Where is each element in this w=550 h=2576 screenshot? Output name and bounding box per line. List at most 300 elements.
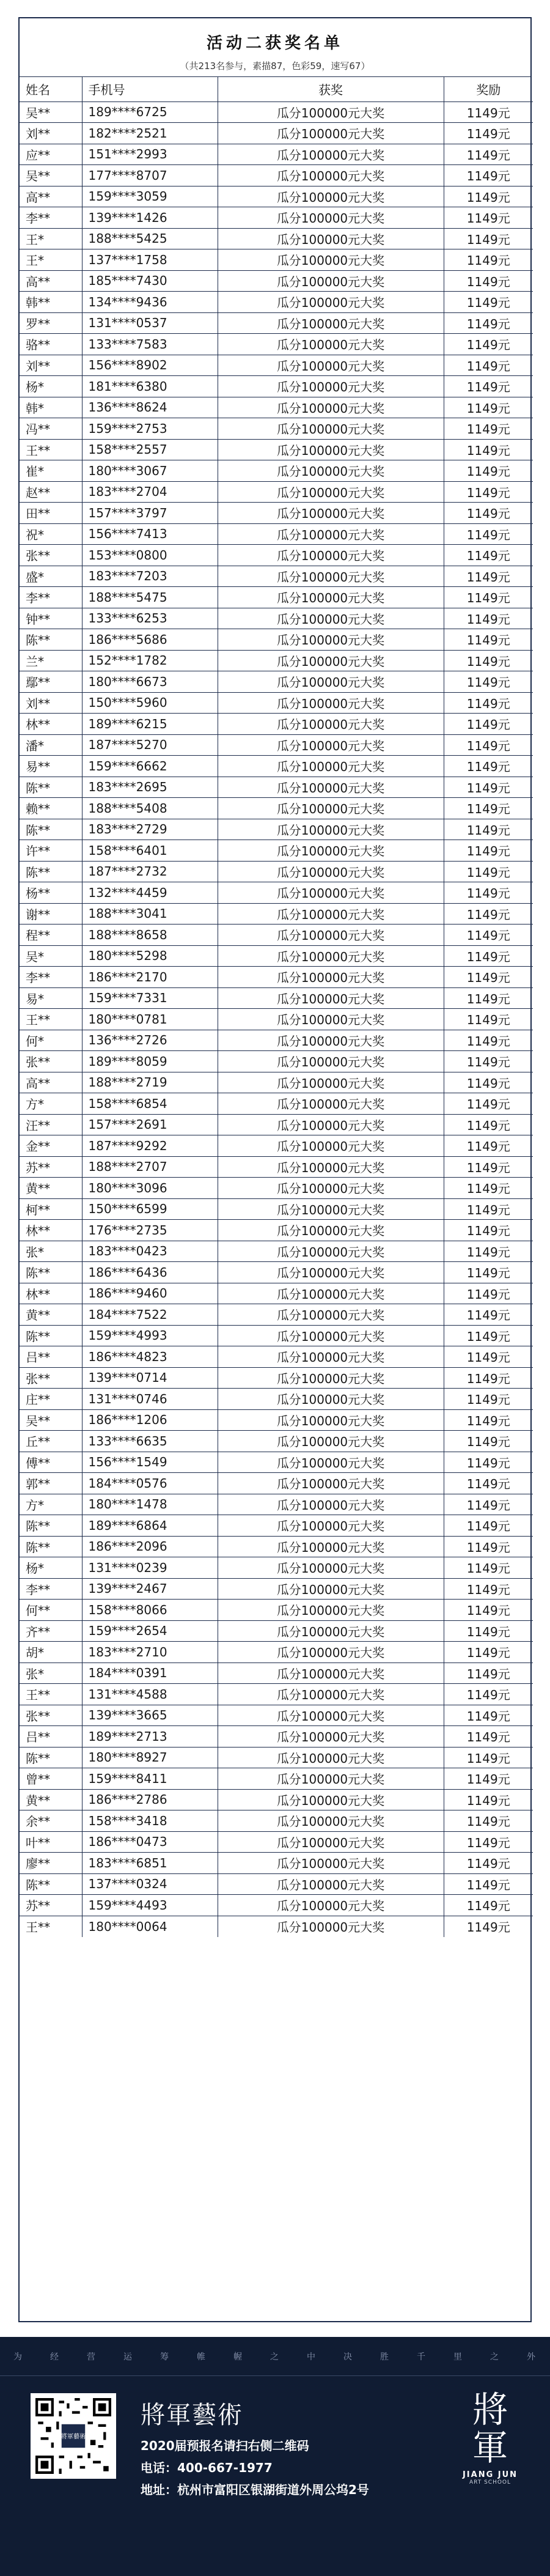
winner-amount: 1149元	[444, 1431, 533, 1452]
winner-phone: 156****1549	[82, 1452, 218, 1473]
table-row	[20, 1178, 533, 1199]
winner-amount: 1149元	[444, 756, 533, 777]
winner-phone: 186****2096	[82, 1536, 218, 1557]
winner-amount: 1149元	[444, 1789, 533, 1810]
winner-name: 盛*	[20, 566, 82, 587]
winner-amount: 1149元	[444, 1452, 533, 1473]
winner-phone: 156****8902	[82, 355, 218, 376]
table-row	[20, 629, 533, 651]
winner-prize: 瓜分100000元大奖	[218, 418, 444, 440]
winner-prize: 瓜分100000元大奖	[218, 1600, 444, 1621]
winner-phone: 180****5298	[82, 945, 218, 967]
winner-name: 冯**	[20, 418, 82, 440]
winner-phone: 183****2710	[82, 1642, 218, 1663]
winner-name: 陈**	[20, 1262, 82, 1283]
table-row	[20, 1747, 533, 1768]
winner-phone: 139****0714	[82, 1367, 218, 1389]
tagline-char: 筹	[160, 2352, 170, 2362]
winner-amount: 1149元	[444, 1620, 533, 1642]
winner-prize: 瓜分100000元大奖	[218, 144, 444, 165]
winner-name: 高**	[20, 1072, 82, 1093]
winner-phone: 134****9436	[82, 292, 218, 313]
winner-amount: 1149元	[444, 460, 533, 482]
winner-prize: 瓜分100000元大奖	[218, 734, 444, 756]
winner-prize: 瓜分100000元大奖	[218, 165, 444, 186]
winner-phone: 189****6215	[82, 714, 218, 735]
winner-amount: 1149元	[444, 1705, 533, 1726]
table-row	[20, 566, 533, 587]
winner-phone: 150****5960	[82, 692, 218, 714]
winner-amount: 1149元	[444, 903, 533, 924]
winner-prize: 瓜分100000元大奖	[218, 123, 444, 144]
winner-phone: 131****0239	[82, 1557, 218, 1579]
winner-name: 陈**	[20, 819, 82, 840]
table-header-row	[20, 77, 533, 101]
winner-phone: 184****0576	[82, 1473, 218, 1494]
winner-prize: 瓜分100000元大奖	[218, 523, 444, 545]
winner-phone: 186****9460	[82, 1283, 218, 1304]
winner-name: 韩*	[20, 397, 82, 418]
winner-phone: 187****2732	[82, 861, 218, 882]
winner-prize: 瓜分100000元大奖	[218, 207, 444, 229]
table-row	[20, 1220, 533, 1241]
winner-prize: 瓜分100000元大奖	[218, 629, 444, 651]
winner-phone: 188****5408	[82, 798, 218, 819]
winner-phone: 182****2521	[82, 123, 218, 144]
winner-amount: 1149元	[444, 840, 533, 862]
winner-phone: 136****8624	[82, 397, 218, 418]
winner-amount: 1149元	[444, 1473, 533, 1494]
winner-amount: 1149元	[444, 1684, 533, 1705]
winner-name: 崔*	[20, 460, 82, 482]
winner-amount: 1149元	[444, 1030, 533, 1051]
winner-prize: 瓜分100000元大奖	[218, 1831, 444, 1853]
winner-prize: 瓜分100000元大奖	[218, 1114, 444, 1135]
winner-name: 兰*	[20, 650, 82, 671]
winner-amount: 1149元	[444, 1135, 533, 1157]
winner-prize: 瓜分100000元大奖	[218, 1620, 444, 1642]
table-row	[20, 840, 533, 862]
winner-phone: 187****9292	[82, 1135, 218, 1157]
winner-name: 许**	[20, 840, 82, 862]
column-header-prize: 获奖	[218, 77, 444, 101]
brand-english-name: JIANG JUN	[462, 2470, 518, 2479]
table-row	[20, 798, 533, 819]
winner-prize: 瓜分100000元大奖	[218, 1916, 444, 1937]
qr-code	[31, 2393, 116, 2479]
winner-phone: 159****6662	[82, 756, 218, 777]
column-header-name: 姓名	[20, 77, 82, 101]
winner-name: 张**	[20, 545, 82, 566]
winner-phone: 189****2713	[82, 1726, 218, 1747]
winner-prize: 瓜分100000元大奖	[218, 967, 444, 988]
winner-amount: 1149元	[444, 945, 533, 967]
winner-amount: 1149元	[444, 777, 533, 798]
address-line: 地址：杭州市富阳区银湖街道外周公坞2号	[141, 2482, 369, 2497]
table-row	[20, 1705, 533, 1726]
winner-phone: 159****8411	[82, 1768, 218, 1790]
brand-glyph-top: 將	[472, 2389, 508, 2430]
winner-prize: 瓜分100000元大奖	[218, 334, 444, 355]
winner-phone: 158****3418	[82, 1810, 218, 1832]
winner-name: 陈**	[20, 861, 82, 882]
winner-amount: 1149元	[444, 671, 533, 693]
winner-phone: 189****6864	[82, 1515, 218, 1537]
winner-amount: 1149元	[444, 1515, 533, 1537]
table-row	[20, 734, 533, 756]
winner-prize: 瓜分100000元大奖	[218, 1241, 444, 1262]
winner-amount: 1149元	[444, 1198, 533, 1220]
winner-prize: 瓜分100000元大奖	[218, 1515, 444, 1537]
winner-phone: 159****4493	[82, 1895, 218, 1916]
table-row	[20, 1895, 533, 1916]
table-row	[20, 1051, 533, 1072]
table-row	[20, 608, 533, 629]
winner-amount: 1149元	[444, 355, 533, 376]
table-row	[20, 439, 533, 460]
winner-phone: 181****6380	[82, 376, 218, 397]
table-row	[20, 1009, 533, 1030]
winner-amount: 1149元	[444, 1367, 533, 1389]
winner-amount: 1149元	[444, 734, 533, 756]
winner-amount: 1149元	[444, 1093, 533, 1115]
tagline-char: 营	[87, 2352, 97, 2362]
table-row	[20, 144, 533, 165]
table-row	[20, 101, 533, 123]
winner-phone: 180****0781	[82, 1009, 218, 1030]
table-row	[20, 819, 533, 840]
winner-prize: 瓜分100000元大奖	[218, 819, 444, 840]
table-row	[20, 1156, 533, 1178]
winner-name: 林**	[20, 714, 82, 735]
winner-name: 陈**	[20, 777, 82, 798]
table-row	[20, 1431, 533, 1452]
winner-amount: 1149元	[444, 1663, 533, 1684]
winner-amount: 1149元	[444, 503, 533, 524]
winner-phone: 139****1426	[82, 207, 218, 229]
winner-amount: 1149元	[444, 1262, 533, 1283]
tagline-char: 之	[270, 2352, 280, 2362]
table-row	[20, 481, 533, 503]
winner-phone: 183****0423	[82, 1241, 218, 1262]
winner-prize: 瓜分100000元大奖	[218, 1156, 444, 1178]
table-row	[20, 312, 533, 334]
winner-name: 王**	[20, 1684, 82, 1705]
winner-amount: 1149元	[444, 1642, 533, 1663]
winner-phone: 177****8707	[82, 165, 218, 186]
winner-name: 祝*	[20, 523, 82, 545]
winner-name: 黄**	[20, 1789, 82, 1810]
winner-name: 赖**	[20, 798, 82, 819]
winner-prize: 瓜分100000元大奖	[218, 1072, 444, 1093]
winner-name: 李**	[20, 967, 82, 988]
winner-prize: 瓜分100000元大奖	[218, 861, 444, 882]
winner-phone: 188****3041	[82, 903, 218, 924]
winner-prize: 瓜分100000元大奖	[218, 1642, 444, 1663]
winner-prize: 瓜分100000元大奖	[218, 1557, 444, 1579]
winner-prize: 瓜分100000元大奖	[218, 186, 444, 207]
tagline-char: 经	[50, 2352, 60, 2362]
winner-amount: 1149元	[444, 1810, 533, 1832]
table-row	[20, 714, 533, 735]
table-row	[20, 249, 533, 271]
winner-phone: 188****2707	[82, 1156, 218, 1178]
winner-phone: 180****3096	[82, 1178, 218, 1199]
winner-prize: 瓜分100000元大奖	[218, 397, 444, 418]
winner-prize: 瓜分100000元大奖	[218, 1494, 444, 1515]
winner-phone: 186****1206	[82, 1409, 218, 1431]
winner-prize: 瓜分100000元大奖	[218, 1198, 444, 1220]
winner-name: 陈**	[20, 629, 82, 651]
winner-amount: 1149元	[444, 629, 533, 651]
table-row	[20, 1789, 533, 1810]
tagline-char: 外	[527, 2352, 537, 2362]
winner-phone: 159****7331	[82, 987, 218, 1009]
table-row	[20, 376, 533, 397]
winner-prize: 瓜分100000元大奖	[218, 228, 444, 249]
table-row	[20, 1241, 533, 1262]
winner-prize: 瓜分100000元大奖	[218, 1895, 444, 1916]
winner-amount: 1149元	[444, 587, 533, 608]
winner-amount: 1149元	[444, 1220, 533, 1241]
winner-prize: 瓜分100000元大奖	[218, 903, 444, 924]
winner-name: 刘**	[20, 355, 82, 376]
winner-phone: 133****7583	[82, 334, 218, 355]
winner-name: 金**	[20, 1135, 82, 1157]
table-row	[20, 1600, 533, 1621]
winner-prize: 瓜分100000元大奖	[218, 924, 444, 946]
winner-name: 陈**	[20, 1536, 82, 1557]
winner-phone: 183****2729	[82, 819, 218, 840]
table-row	[20, 397, 533, 418]
winner-prize: 瓜分100000元大奖	[218, 376, 444, 397]
winner-amount: 1149元	[444, 967, 533, 988]
winner-name: 吴*	[20, 945, 82, 967]
table-row	[20, 1346, 533, 1368]
winner-name: 吕**	[20, 1346, 82, 1368]
winner-name: 吴**	[20, 165, 82, 186]
qr-center-label: 將軍藝術	[61, 2432, 86, 2440]
winner-name: 廖**	[20, 1853, 82, 1874]
table-row	[20, 1684, 533, 1705]
winner-amount: 1149元	[444, 1768, 533, 1790]
winner-name: 陈**	[20, 1747, 82, 1768]
brand-subtitle: ART SCHOOL	[469, 2479, 512, 2486]
winner-phone: 158****2557	[82, 439, 218, 460]
winner-phone: 136****2726	[82, 1030, 218, 1051]
winner-table	[20, 77, 533, 1937]
winner-phone: 150****6599	[82, 1198, 218, 1220]
winner-phone: 176****2735	[82, 1220, 218, 1241]
table-row	[20, 207, 533, 229]
winner-phone: 180****8927	[82, 1747, 218, 1768]
table-row	[20, 1557, 533, 1579]
winner-amount: 1149元	[444, 987, 533, 1009]
winner-amount: 1149元	[444, 1178, 533, 1199]
winner-amount: 1149元	[444, 861, 533, 882]
winner-rows	[20, 101, 533, 1937]
winner-phone: 183****6851	[82, 1853, 218, 1874]
table-row	[20, 903, 533, 924]
winner-prize: 瓜分100000元大奖	[218, 503, 444, 524]
phone-line: 电话：400-667-1977	[141, 2460, 273, 2475]
table-row	[20, 1135, 533, 1157]
winner-phone: 188****2719	[82, 1072, 218, 1093]
table-row	[20, 1114, 533, 1135]
winner-amount: 1149元	[444, 1578, 533, 1600]
winner-amount: 1149元	[444, 186, 533, 207]
table-row	[20, 186, 533, 207]
winner-amount: 1149元	[444, 207, 533, 229]
winner-phone: 188****5425	[82, 228, 218, 249]
table-row	[20, 1515, 533, 1537]
winner-amount: 1149元	[444, 1283, 533, 1304]
table-row	[20, 1452, 533, 1473]
table-row	[20, 1325, 533, 1346]
winner-name: 吕**	[20, 1726, 82, 1747]
winner-name: 齐**	[20, 1620, 82, 1642]
winner-name: 潘*	[20, 734, 82, 756]
table-row	[20, 270, 533, 292]
winner-prize: 瓜分100000元大奖	[218, 1789, 444, 1810]
table-row	[20, 1536, 533, 1557]
table-row	[20, 1642, 533, 1663]
table-row	[20, 1916, 533, 1937]
winner-prize: 瓜分100000元大奖	[218, 1030, 444, 1051]
winner-amount: 1149元	[444, 1873, 533, 1895]
table-row	[20, 924, 533, 946]
winner-amount: 1149元	[444, 798, 533, 819]
winner-name: 陈**	[20, 1515, 82, 1537]
winner-phone: 137****1758	[82, 249, 218, 271]
winner-amount: 1149元	[444, 545, 533, 566]
winner-phone: 184****0391	[82, 1663, 218, 1684]
winner-amount: 1149元	[444, 523, 533, 545]
winner-phone: 159****3059	[82, 186, 218, 207]
winner-prize: 瓜分100000元大奖	[218, 1747, 444, 1768]
winner-phone: 158****6854	[82, 1093, 218, 1115]
winner-amount: 1149元	[444, 228, 533, 249]
table-row	[20, 1578, 533, 1600]
tagline-char: 决	[343, 2352, 353, 2362]
winner-phone: 133****6635	[82, 1431, 218, 1452]
winner-phone: 183****2695	[82, 777, 218, 798]
winner-phone: 180****6673	[82, 671, 218, 693]
winner-phone: 186****2786	[82, 1789, 218, 1810]
winner-name: 田**	[20, 503, 82, 524]
winner-phone: 158****6401	[82, 840, 218, 862]
contact-info	[141, 2435, 369, 2501]
winner-name: 黄**	[20, 1178, 82, 1199]
winner-name: 骆**	[20, 334, 82, 355]
winner-name: 张*	[20, 1663, 82, 1684]
table-row	[20, 1389, 533, 1410]
title-box	[20, 18, 530, 77]
winner-name: 丘**	[20, 1431, 82, 1452]
winner-name: 王**	[20, 1916, 82, 1937]
winner-prize: 瓜分100000元大奖	[218, 1431, 444, 1452]
table-row	[20, 1853, 533, 1874]
winner-prize: 瓜分100000元大奖	[218, 1009, 444, 1030]
winner-prize: 瓜分100000元大奖	[218, 1726, 444, 1747]
winner-prize: 瓜分100000元大奖	[218, 777, 444, 798]
winner-amount: 1149元	[444, 1051, 533, 1072]
winner-prize: 瓜分100000元大奖	[218, 1684, 444, 1705]
page-subtitle: （共213名参与，素描87，色彩59，速写67）	[180, 61, 370, 72]
winner-prize: 瓜分100000元大奖	[218, 587, 444, 608]
winner-amount: 1149元	[444, 1831, 533, 1853]
table-row	[20, 1304, 533, 1326]
winner-prize: 瓜分100000元大奖	[218, 798, 444, 819]
signup-line: 2020届预报名请扫右侧二维码	[141, 2438, 309, 2453]
table-row	[20, 587, 533, 608]
winner-amount: 1149元	[444, 692, 533, 714]
table-row	[20, 1726, 533, 1747]
winner-amount: 1149元	[444, 1072, 533, 1093]
winner-prize: 瓜分100000元大奖	[218, 1304, 444, 1326]
winner-phone: 183****2704	[82, 481, 218, 503]
winner-amount: 1149元	[444, 819, 533, 840]
table-row	[20, 861, 533, 882]
winner-phone: 187****5270	[82, 734, 218, 756]
winner-name: 刘**	[20, 692, 82, 714]
winner-name: 韩**	[20, 292, 82, 313]
winner-phone: 152****1782	[82, 650, 218, 671]
winner-amount: 1149元	[444, 1494, 533, 1515]
winner-prize: 瓜分100000元大奖	[218, 292, 444, 313]
winner-prize: 瓜分100000元大奖	[218, 840, 444, 862]
winner-name: 曾**	[20, 1768, 82, 1790]
winner-amount: 1149元	[444, 418, 533, 440]
winner-amount: 1149元	[444, 249, 533, 271]
table-row	[20, 1093, 533, 1115]
winner-phone: 159****2753	[82, 418, 218, 440]
winner-amount: 1149元	[444, 1009, 533, 1030]
winner-name: 王*	[20, 228, 82, 249]
table-row	[20, 355, 533, 376]
winner-name: 胡*	[20, 1642, 82, 1663]
winner-prize: 瓜分100000元大奖	[218, 882, 444, 904]
table-row	[20, 1473, 533, 1494]
winner-prize: 瓜分100000元大奖	[218, 692, 444, 714]
winner-prize: 瓜分100000元大奖	[218, 945, 444, 967]
tagline-char: 中	[307, 2352, 317, 2362]
winner-phone: 133****6253	[82, 608, 218, 629]
winner-name: 叶**	[20, 1831, 82, 1853]
winner-list-sheet	[18, 17, 532, 2322]
winner-name: 张**	[20, 1051, 82, 1072]
winner-prize: 瓜分100000元大奖	[218, 1873, 444, 1895]
winner-prize: 瓜分100000元大奖	[218, 1473, 444, 1494]
tagline-char: 幄	[233, 2352, 243, 2362]
tagline-char: 运	[123, 2352, 133, 2362]
table-row	[20, 1283, 533, 1304]
winner-name: 高**	[20, 270, 82, 292]
winner-name: 陈**	[20, 1873, 82, 1895]
table-row	[20, 1810, 533, 1832]
winner-phone: 158****8066	[82, 1600, 218, 1621]
winner-phone: 186****6436	[82, 1262, 218, 1283]
winner-name: 高**	[20, 186, 82, 207]
winner-phone: 156****7413	[82, 523, 218, 545]
winner-name: 方*	[20, 1494, 82, 1515]
winner-name: 傅**	[20, 1452, 82, 1473]
winner-name: 王**	[20, 439, 82, 460]
winner-name: 李**	[20, 1578, 82, 1600]
winner-amount: 1149元	[444, 1325, 533, 1346]
tagline-char: 帷	[197, 2352, 207, 2362]
winner-name: 张**	[20, 1367, 82, 1389]
